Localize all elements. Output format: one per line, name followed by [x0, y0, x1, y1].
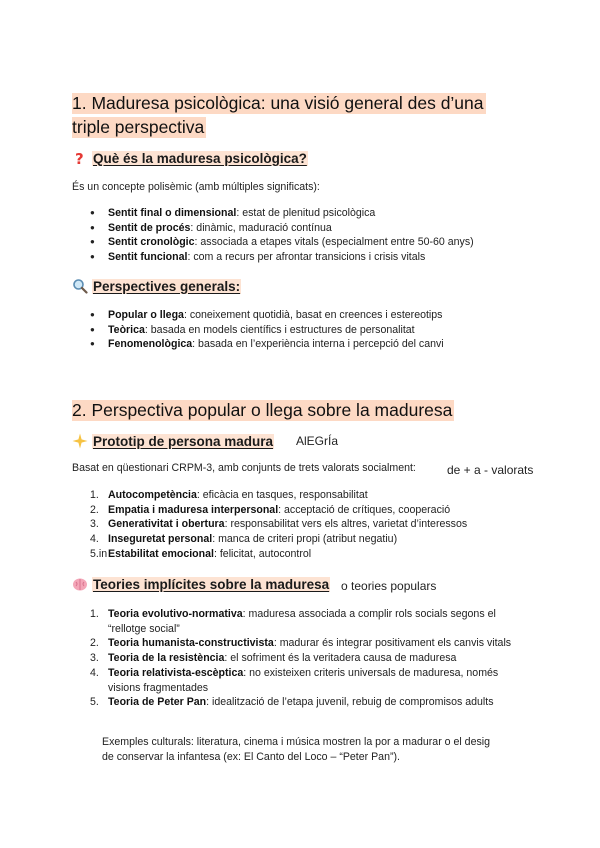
section-1-title-line-1: 1. Maduresa psicològica: una visió general des d’una: [72, 93, 484, 113]
traits-list: [72, 488, 467, 562]
valued-order-note: de + a - valorats: [447, 463, 534, 477]
implicit-theories-heading: [72, 576, 330, 592]
list-item: 3. Teoria de la resistència: el sofriment és la veritadera causa de maduresa: [90, 652, 457, 665]
prototype-heading: [72, 433, 274, 449]
list-item: 1. Autocompetència: eficàcia en tasques, responsabilitat: [90, 489, 368, 501]
section-1-title: [72, 91, 486, 139]
what-is-maturity-heading: [72, 150, 308, 166]
list-item: 2. Empatia i maduresa interpersonal: acceptació de crítiques, cooperació: [90, 503, 451, 516]
list-item: ● Teòrica: basada en models científics i estructures de personalitat: [72, 323, 444, 338]
list-item: ● Sentit funcional: com a recurs per afrontar transicions i crisis vitals: [72, 250, 474, 265]
list-item: 5. Teoria de Peter Pan: idealització de l’etapa juvenil, rebuig de compromisos adults: [90, 696, 494, 709]
cultural-examples: Exemples culturals: literatura, cinema i música mostren la por a madurar o el desig de conservar la infantesa (ex: El Canto del Loco – “Peter Pan”).: [102, 736, 491, 763]
polysemic-intro: És un concepte polisèmic (amb múltiples significats):: [72, 181, 320, 193]
section-2-title: [72, 398, 454, 422]
section-2-title-text: 2. Perspectiva popular o llega sobre la maduresa: [72, 400, 453, 420]
magnifying-glass-icon: [72, 278, 88, 294]
prototype-heading-label: Prototip de persona madura: [93, 433, 274, 449]
list-item: 3. Generativitat i obertura: responsabilitat vers els altres, varietat d’interessos: [90, 518, 468, 531]
section-1-title-line-2: triple perspectiva: [72, 117, 205, 137]
general-perspectives-heading: [72, 278, 241, 294]
list-item: 4. Inseguretat personal: manca de criteri propi (atribut negatiu): [90, 533, 398, 546]
list-item: ● Sentit de procés: dinàmic, maduració contínua: [72, 221, 474, 236]
perspectives-list: [72, 308, 444, 352]
list-item: 5.in Estabilitat emocional: felicitat, autocontrol: [90, 547, 312, 560]
implicit-theories-heading-label: Teories implícites sobre la maduresa: [93, 576, 330, 592]
prototype-handwritten-note: AlEGrÍa: [296, 434, 339, 448]
list-item: ● Popular o llega: coneixement quotidià, basat en creences i estereotips: [72, 308, 444, 323]
crpm-basis: Basat en qüestionari CRPM-3, amb conjunts de trets valorats socialment:: [72, 462, 416, 474]
list-item: ● Sentit final o dimensional: estat de plenitud psicològica: [72, 206, 474, 221]
sparkle-icon: [72, 433, 88, 449]
list-item: 1. Teoria evolutivo-normativa: maduresa associada a complir rols socials segons el “rellotge social”: [90, 608, 496, 635]
svg-text:?: ?: [75, 150, 84, 166]
list-item: 4. Teoria relativista-escèptica: no existeixen criteris universals de maduresa, només visions fragmentades: [90, 666, 499, 694]
senses-list: [72, 206, 474, 265]
theories-list: [72, 607, 518, 710]
list-item: ● Fenomenològica: basada en l’experiència interna i percepció del canvi: [72, 337, 444, 352]
what-is-maturity-heading-label: Què és la maduresa psicològica?: [93, 150, 307, 166]
general-perspectives-heading-label: Perspectives generals:: [93, 278, 241, 294]
question-mark-icon: [72, 150, 88, 166]
brain-icon: [72, 576, 88, 592]
popular-theories-note: o teories populars: [341, 579, 437, 593]
list-item: ● Sentit cronològic: associada a etapes vitals (especialment entre 50-60 anys): [72, 235, 474, 250]
list-item: 2. Teoria humanista-constructivista: madurar és integrar positivament els canvis vitals: [90, 637, 512, 650]
